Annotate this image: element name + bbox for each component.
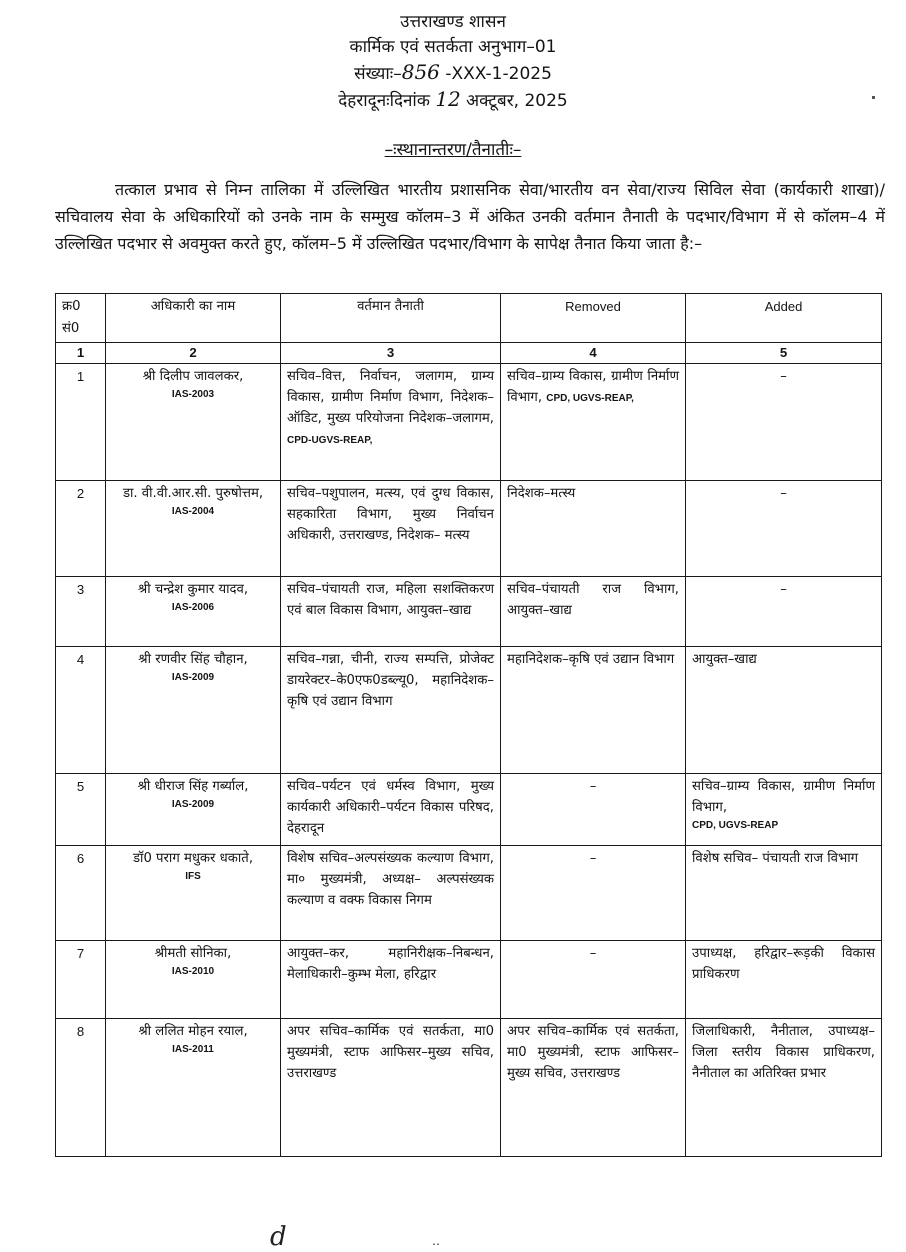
current-posting-text: आयुक्त–कर, महानिरीक्षक–निबन्धन, मेलाधिकारी–कुम्भ मेला, हरिद्वार xyxy=(287,946,494,982)
serial-number xyxy=(56,647,106,774)
current-posting-text: विशेष सचिव–अल्पसंख्यक कल्याण विभाग, मा० मुख्यमंत्री, अध्यक्ष– अल्पसंख्यक कल्याण व वक्फ विकास निगम xyxy=(287,851,494,908)
transfer-table xyxy=(55,293,882,1157)
serial-number xyxy=(56,577,106,647)
document-date xyxy=(0,87,906,114)
serial-number xyxy=(56,941,106,1019)
date-suffix: अक्टूबर, 2025 xyxy=(460,91,568,111)
officer-cadre: IAS-2010 xyxy=(171,966,215,977)
removed-posting-text: – xyxy=(589,779,597,794)
removed-posting-text: निदेशक–मत्स्य xyxy=(507,486,576,501)
officer-cadre: IAS-2006 xyxy=(171,602,215,613)
header-serial-no: क्र0 सं0 xyxy=(56,294,106,343)
removed-posting-text: – xyxy=(589,851,597,866)
removed-posting-text: – xyxy=(589,946,597,961)
serial-number xyxy=(56,481,106,577)
current-posting-extra: CPD-UGVS-REAP, xyxy=(287,435,373,446)
added-posting xyxy=(686,941,882,1019)
table-row xyxy=(56,774,882,846)
ref-prefix: संख्याः– xyxy=(354,64,402,84)
officer-cell xyxy=(106,774,281,846)
added-posting xyxy=(686,481,882,577)
officer-cell xyxy=(106,577,281,647)
removed-posting xyxy=(501,481,686,577)
column-number: 2 xyxy=(106,343,281,364)
added-posting xyxy=(686,577,882,647)
serial-number-text: 5 xyxy=(76,779,85,794)
ref-handwritten-number: 856 xyxy=(401,60,440,84)
removed-posting xyxy=(501,364,686,481)
added-posting xyxy=(686,846,882,941)
reference-number xyxy=(0,60,906,87)
added-posting-text: जिलाधिकारी, नैनीताल, उपाध्यक्ष– जिला स्तरीय विकास प्राधिकरण, नैनीताल का अतिरिक्त प्रभार xyxy=(692,1024,875,1081)
added-posting-text: सचिव–ग्राम्य विकास, ग्रामीण निर्माण विभाग, xyxy=(692,779,875,815)
current-posting-text: सचिव–वित्त, निर्वाचन, जलागम, ग्राम्य विकास, ग्रामीण निर्माण विभाग, निदेशक–ऑडिट, मुख्य परियोजना निदेशक–जलागम, xyxy=(287,369,494,426)
officer-name: श्रीमती सोनिका, xyxy=(154,946,232,961)
table-row xyxy=(56,846,882,941)
removed-posting xyxy=(501,941,686,1019)
officer-name: श्री दिलीप जावलकर, xyxy=(142,369,244,384)
added-posting xyxy=(686,647,882,774)
added-posting-text: – xyxy=(780,369,787,384)
officer-cadre: IAS-2003 xyxy=(171,389,215,400)
current-posting xyxy=(281,846,501,941)
header-added: Added xyxy=(686,294,882,343)
ref-suffix: -XXX-1-2025 xyxy=(439,64,552,84)
removed-posting-text: सचिव–पंचायती राज विभाग, आयुक्त–खाद्य xyxy=(507,582,679,618)
current-posting-text: सचिव–गन्ना, चीनी, राज्य सम्पत्ति, प्रोजेक्ट डायरेक्टर–के0एफ0डब्ल्यू0, महानिदेशक–कृषि एवं उद्यान विभाग xyxy=(287,652,494,709)
current-posting-text: सचिव–पशुपालन, मत्स्य, एवं दुग्ध विकास, सहकारिता विभाग, मुख्य निर्वाचन अधिकारी, उत्तराखण्ड, निदेशक– मत्स्य xyxy=(287,486,494,543)
date-prefix: देहरादूनःदिनांक xyxy=(338,91,436,111)
added-posting-text: आयुक्त–खाद्य xyxy=(692,652,757,667)
current-posting xyxy=(281,774,501,846)
officer-cadre: IAS-2009 xyxy=(171,672,215,683)
removed-posting-text: महानिदेशक–कृषि एवं उद्यान विभाग xyxy=(507,652,675,667)
officer-name: श्री धीराज सिंह गर्ब्याल, xyxy=(137,779,249,794)
column-number: 5 xyxy=(686,343,882,364)
added-posting-text: – xyxy=(780,486,787,501)
department-name: कार्मिक एवं सतर्कता अनुभाग–01 xyxy=(349,37,557,57)
column-number: 3 xyxy=(281,343,501,364)
table-row xyxy=(56,941,882,1019)
added-posting-text: विशेष सचिव– पंचायती राज विभाग xyxy=(692,851,859,866)
serial-number-text: 3 xyxy=(76,582,85,597)
officer-name: डॉ0 पराग मधुकर धकाते, xyxy=(132,851,254,866)
officer-cell xyxy=(106,647,281,774)
officer-cadre: IFS xyxy=(185,871,201,882)
officer-cadre: IAS-2011 xyxy=(172,1044,214,1055)
officer-cell xyxy=(106,364,281,481)
added-posting-extra: CPD, UGVS-REAP xyxy=(692,820,779,831)
table-row xyxy=(56,647,882,774)
table-header-row xyxy=(56,294,882,343)
current-posting xyxy=(281,1019,501,1157)
serial-number-text: 4 xyxy=(76,652,85,667)
serial-number-text: 2 xyxy=(76,486,85,501)
added-posting-text: उपाध्यक्ष, हरिद्वार–रूड़की विकास प्राधिकरण xyxy=(692,946,875,982)
removed-posting xyxy=(501,846,686,941)
current-posting xyxy=(281,647,501,774)
current-posting-text: सचिव–पर्यटन एवं धर्मस्व विभाग, मुख्य कार्यकारी अधिकारी–पर्यटन विकास परिषद, देहरादून xyxy=(287,779,494,836)
removed-posting xyxy=(501,647,686,774)
removed-posting-extra: CPD, UGVS-REAP, xyxy=(546,393,634,404)
officer-name: श्री रणवीर सिंह चौहान, xyxy=(138,652,248,667)
officer-cell xyxy=(106,846,281,941)
header-removed: Removed xyxy=(501,294,686,343)
officer-name: श्री चन्द्रेश कुमार यादव, xyxy=(137,582,249,597)
added-posting-text: – xyxy=(780,582,787,597)
order-paragraph: तत्काल प्रभाव से निम्न तालिका में उल्लिखित भारतीय प्रशासनिक सेवा/भारतीय वन सेवा/राज्य सिविल सेवा (कार्यकारी शाखा)/सचिवालय सेवा के अधिकारियों को उनके नाम के सम्मुख कॉलम–3 में अंकित उनकी वर्तमान तैनाती के पदभार/विभाग में से कॉलम–4 में उल्लिखित पदभार से अवमुक्त करते हुए, कॉलम–5 में उल्लिखित पदभार/विभाग के सापेक्ष तैनात किया जाता है:– xyxy=(55,180,885,253)
current-posting xyxy=(281,577,501,647)
serial-number-text: 6 xyxy=(76,851,85,866)
officer-cell xyxy=(106,1019,281,1157)
added-posting xyxy=(686,1019,882,1157)
table-row xyxy=(56,577,882,647)
current-posting xyxy=(281,481,501,577)
current-posting-text: सचिव–पंचायती राज, महिला सशक्तिकरण एवं बाल विकास विभाग, आयुक्त–खाद्य xyxy=(287,582,494,618)
header-current-posting: वर्तमान तैनाती xyxy=(281,294,501,343)
officer-cadre: IAS-2009 xyxy=(171,799,215,810)
signature-mark-2: ‥ xyxy=(432,1234,441,1248)
removed-posting xyxy=(501,774,686,846)
officer-cadre: IAS-2004 xyxy=(171,506,215,517)
header-officer-name: अधिकारी का नाम xyxy=(106,294,281,343)
serial-number xyxy=(56,774,106,846)
subject-heading: –ःस्थानान्तरण/तैनातीः– xyxy=(384,140,522,160)
removed-posting xyxy=(501,577,686,647)
document-header xyxy=(0,10,906,114)
serial-number xyxy=(56,1019,106,1157)
column-number-row xyxy=(56,343,882,364)
column-number: 1 xyxy=(56,343,106,364)
officer-name: श्री ललित मोहन रयाल, xyxy=(138,1024,248,1039)
removed-posting-text: अपर सचिव–कार्मिक एवं सतर्कता, मा0 मुख्यमंत्री, स्टाफ आफिसर–मुख्य सचिव, उत्तराखण्ड xyxy=(507,1024,679,1081)
serial-number xyxy=(56,846,106,941)
serial-number-text: 8 xyxy=(76,1024,85,1039)
scan-speck xyxy=(872,96,875,99)
added-posting xyxy=(686,364,882,481)
added-posting xyxy=(686,774,882,846)
government-name: उत्तराखण्ड शासन xyxy=(400,12,506,32)
serial-number-text: 1 xyxy=(76,369,85,384)
officer-name: डा. वी.वी.आर.सी. पुरुषोत्तम, xyxy=(122,486,264,501)
date-handwritten-day: 12 xyxy=(435,87,461,111)
serial-number xyxy=(56,364,106,481)
current-posting xyxy=(281,364,501,481)
current-posting-text: अपर सचिव–कार्मिक एवं सतर्कता, मा0 मुख्यमंत्री, स्टाफ आफिसर–मुख्य सचिव, उत्तराखण्ड xyxy=(287,1024,494,1081)
current-posting xyxy=(281,941,501,1019)
table-row xyxy=(56,364,882,481)
officer-cell xyxy=(106,941,281,1019)
table-row xyxy=(56,1019,882,1157)
serial-number-text: 7 xyxy=(76,946,85,961)
column-number: 4 xyxy=(501,343,686,364)
table-row xyxy=(56,481,882,577)
removed-posting xyxy=(501,1019,686,1157)
officer-cell xyxy=(106,481,281,577)
signature-mark: d xyxy=(270,1222,287,1252)
removed-posting-text: सचिव–ग्राम्य विकास, ग्रामीण निर्माण विभाग, xyxy=(507,369,679,405)
